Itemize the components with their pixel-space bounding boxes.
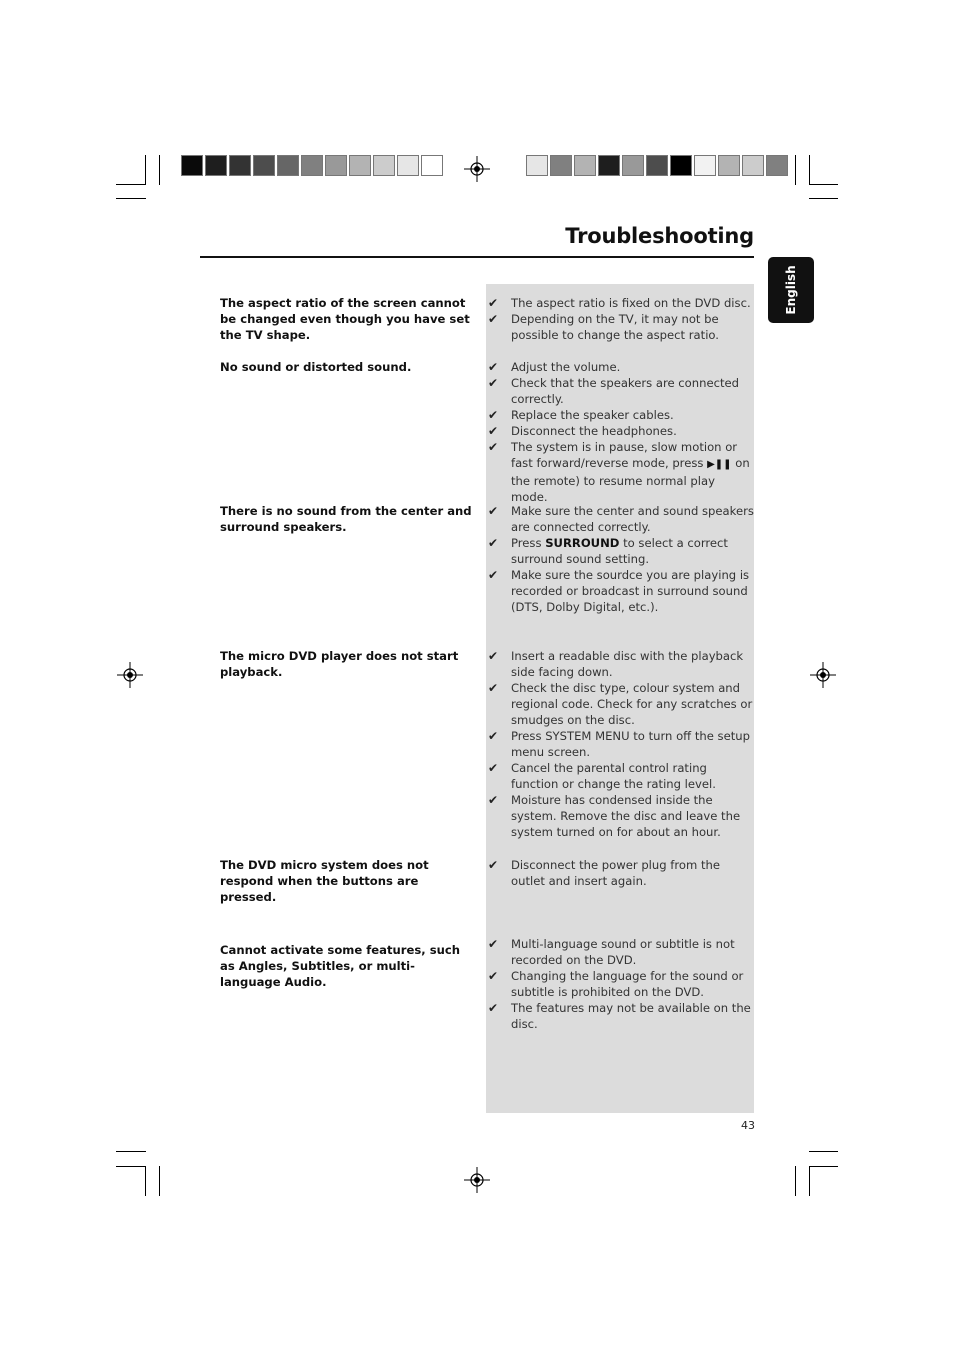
color-swatch <box>253 155 275 176</box>
problem-text: The aspect ratio of the screen cannot be changed even though you have set the TV shape. <box>220 296 470 342</box>
solution-text: Disconnect the power plug from the outlet and insert again. <box>511 858 720 888</box>
solution-text: Adjust the volume. <box>511 360 621 374</box>
color-swatch <box>742 155 764 176</box>
check-icon: ✔ <box>488 681 499 695</box>
check-icon: ✔ <box>488 761 499 775</box>
solution-list <box>488 295 754 343</box>
check-icon: ✔ <box>488 937 499 951</box>
check-icon: ✔ <box>488 360 499 374</box>
solution-text: Moisture has condensed inside the system. Remove the disc and leave the system turned on for about an hour. <box>511 793 741 839</box>
crop-mark <box>159 155 160 185</box>
solution-text: The aspect ratio is fixed on the DVD disc. <box>511 296 751 310</box>
registration-mark-icon <box>464 156 490 182</box>
color-swatch <box>766 155 788 176</box>
page-number: 43 <box>741 1119 755 1132</box>
problem-text: The DVD micro system does not respond when the buttons are pressed. <box>220 858 429 904</box>
solution-item <box>488 407 754 423</box>
solution-item <box>488 792 754 840</box>
solution-text: Depending on the TV, it may not be possible to change the aspect ratio. <box>511 312 719 342</box>
solution-item <box>488 567 754 615</box>
crop-mark <box>809 198 838 199</box>
solution-text <box>511 439 754 505</box>
solution-item <box>488 359 754 375</box>
check-icon: ✔ <box>488 858 499 872</box>
registration-mark-icon <box>464 1167 490 1193</box>
crop-mark <box>145 1166 146 1196</box>
crop-mark <box>809 1166 810 1196</box>
solution-text: Make sure the center and sound speakers are connected correctly. <box>511 504 754 534</box>
solution-list <box>488 359 754 505</box>
solution-item <box>488 295 754 311</box>
check-icon: ✔ <box>488 729 499 743</box>
solution-item <box>488 375 754 407</box>
color-swatch <box>325 155 347 176</box>
solution-text: Check that the speakers are connected correctly. <box>511 376 739 406</box>
solution-list <box>488 936 754 1032</box>
color-swatch <box>646 155 668 176</box>
solution-text: Multi-language sound or subtitle is not recorded on the DVD. <box>511 937 735 967</box>
crop-mark <box>809 1166 838 1167</box>
check-icon: ✔ <box>488 969 499 983</box>
solution-text <box>511 535 754 567</box>
registration-mark-icon <box>117 662 143 688</box>
problem-text: There is no sound from the center and surround speakers. <box>220 504 472 534</box>
color-swatch <box>421 155 443 176</box>
check-icon: ✔ <box>488 296 499 310</box>
crop-mark <box>116 1151 146 1152</box>
color-swatch <box>598 155 620 176</box>
crop-mark <box>116 1166 146 1167</box>
solution-item <box>488 760 754 792</box>
solution-item <box>488 503 754 535</box>
solution-text: Insert a readable disc with the playback side facing down. <box>511 649 744 679</box>
color-swatch <box>181 155 203 176</box>
color-swatch <box>205 155 227 176</box>
solution-item <box>488 1000 754 1032</box>
color-swatch <box>229 155 251 176</box>
solution-item <box>488 857 754 889</box>
registration-mark-icon <box>810 662 836 688</box>
solution-item <box>488 423 754 439</box>
check-icon: ✔ <box>488 408 499 422</box>
solution-list <box>488 857 754 889</box>
solution-item <box>488 680 754 728</box>
crop-mark <box>795 1166 796 1196</box>
color-bar-left <box>181 155 445 176</box>
solution-list <box>488 503 754 615</box>
check-icon: ✔ <box>488 424 499 438</box>
solution-text: Replace the speaker cables. <box>511 408 674 422</box>
problem-text: No sound or distorted sound. <box>220 360 412 374</box>
crop-mark <box>795 155 796 185</box>
color-swatch <box>718 155 740 176</box>
play-pause-icon: ▶❚❚ <box>707 459 732 470</box>
crop-mark <box>159 1166 160 1196</box>
solution-text: Changing the language for the sound or subtitle is prohibited on the DVD. <box>511 969 744 999</box>
crop-mark <box>145 155 146 185</box>
solution-text: Disconnect the headphones. <box>511 424 677 438</box>
solution-text: Make sure the sourdce you are playing is recorded or broadcast in surround sound (DTS, Dolby Digital, etc.). <box>511 568 750 614</box>
solution-item <box>488 439 754 505</box>
color-bar-right <box>526 155 790 176</box>
color-swatch <box>277 155 299 176</box>
language-tab <box>768 257 814 323</box>
solution-text-end: on the remote) to resume normal play mode. <box>511 456 750 504</box>
color-swatch <box>550 155 572 176</box>
title-rule <box>200 256 754 258</box>
solution-text-end: to select a correct surround sound setting. <box>511 536 728 566</box>
solution-item <box>488 936 754 968</box>
color-swatch <box>694 155 716 176</box>
language-tab-label: English <box>784 265 798 315</box>
color-swatch <box>574 155 596 176</box>
color-swatch <box>373 155 395 176</box>
check-icon: ✔ <box>488 312 499 326</box>
problem-text: The micro DVD player does not start playback. <box>220 649 459 679</box>
crop-mark <box>809 184 838 185</box>
check-icon: ✔ <box>488 376 499 390</box>
check-icon: ✔ <box>488 793 499 807</box>
crop-mark <box>809 155 810 185</box>
crop-mark <box>809 1151 838 1152</box>
problem-text: Cannot activate some features, such as Angles, Subtitles, or multi-language Audio. <box>220 943 460 989</box>
check-icon: ✔ <box>488 536 499 550</box>
crop-mark <box>116 198 146 199</box>
color-swatch <box>670 155 692 176</box>
color-swatch <box>622 155 644 176</box>
check-icon: ✔ <box>488 1001 499 1015</box>
solution-item <box>488 968 754 1000</box>
color-swatch <box>526 155 548 176</box>
solution-item <box>488 311 754 343</box>
solution-text: Cancel the parental control rating function or change the rating level. <box>511 761 716 791</box>
crop-mark <box>116 184 146 185</box>
check-icon: ✔ <box>488 440 499 454</box>
page-title: Troubleshooting <box>565 224 754 248</box>
button-name: SURROUND <box>545 536 620 550</box>
check-icon: ✔ <box>488 568 499 582</box>
check-icon: ✔ <box>488 649 499 663</box>
color-swatch <box>301 155 323 176</box>
solution-item <box>488 535 754 567</box>
solution-item <box>488 728 754 760</box>
solution-list <box>488 648 754 840</box>
color-swatch <box>397 155 419 176</box>
solution-text: Check the disc type, colour system and regional code. Check for any scratches or smudges on the disc. <box>511 681 753 727</box>
solution-text-start: Press <box>511 536 546 550</box>
solution-item <box>488 648 754 680</box>
solution-text: Press SYSTEM MENU to turn off the setup menu screen. <box>511 729 750 759</box>
color-swatch <box>349 155 371 176</box>
check-icon: ✔ <box>488 504 499 518</box>
solution-text: The features may not be available on the disc. <box>511 1001 751 1031</box>
solution-text-start: The system is in pause, slow motion or fast forward/reverse mode, press <box>511 440 738 470</box>
